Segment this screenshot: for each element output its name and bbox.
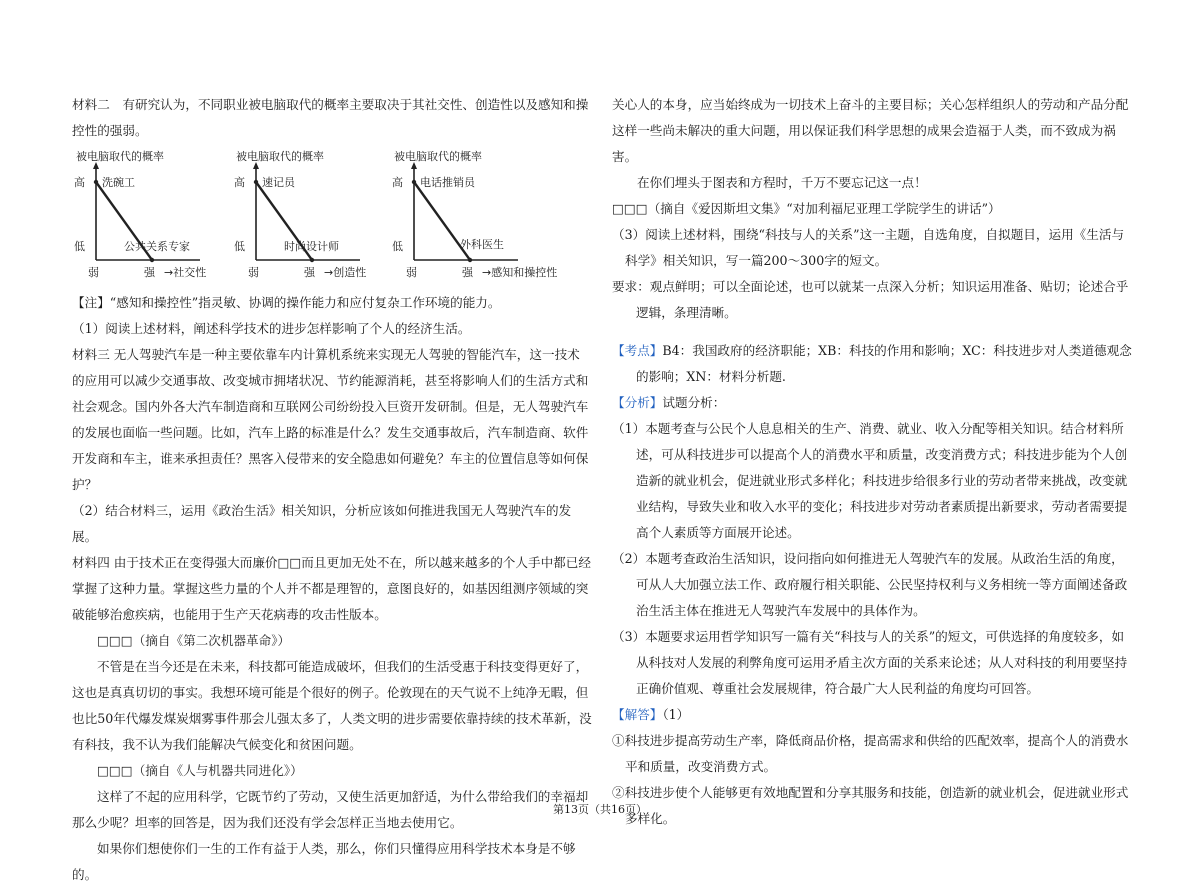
high-label: 高 bbox=[392, 176, 403, 189]
weak-label: 弱 bbox=[88, 266, 99, 279]
y-axis-label: 被电脑取代的概率 bbox=[76, 150, 164, 163]
low-point bbox=[310, 258, 314, 262]
y-axis-label: 被电脑取代的概率 bbox=[394, 150, 482, 163]
chart-svg bbox=[72, 150, 252, 282]
chart-svg bbox=[390, 150, 570, 282]
paragraph-two: 这样了不起的应用科学，它既节约了劳动，又使生活更加舒适，为什么带给我们的幸福却那么少呢？坦率的回答是，因为我们还没有学会怎样正当地去使用它。 bbox=[72, 789, 589, 830]
x-axis-label: →社交性 bbox=[164, 266, 207, 279]
strong-label: 强 bbox=[462, 266, 473, 279]
left-column bbox=[72, 92, 592, 888]
right-paragraph-one: 关心人的本身，应当始终成为一切技术上奋斗的主要目标；关心怎样组织人的劳动和产品分配这样一些尚未解决的重大问题，用以保证我们科学思想的成果会造福于人类，而不致成为祸害。 bbox=[612, 97, 1129, 164]
chart-svg bbox=[232, 150, 412, 282]
right-paragraph-two: 在你们埋头于图表和方程时，千万不要忘记这一点！ bbox=[637, 175, 927, 190]
low-job-label: 时尚设计师 bbox=[284, 240, 339, 253]
source-one: □□□（摘自《第二次机器革命》） bbox=[97, 633, 291, 648]
requirements: 要求：观点鲜明；可以全面论述，也可以就某一点深入分析；知识运用准备、贴切；论述合乎逻辑，条理清晰。 bbox=[612, 279, 1129, 320]
low-label: 低 bbox=[74, 240, 85, 253]
analysis-two: （2）本题考查政治生活知识，设问指向如何推进无人驾驶汽车的发展。从政治生活的角度，可从人大加强立法工作、政府履行相关职能、公民坚持权利与义务相统一等方面阐述备政治生活主体在推进无人驾驶汽车发展中的具体作为。 bbox=[612, 551, 1128, 618]
charts-row bbox=[72, 150, 592, 286]
high-job-label: 电话推销员 bbox=[420, 176, 475, 189]
weak-label: 弱 bbox=[248, 266, 259, 279]
low-point bbox=[150, 258, 154, 262]
fenxi bbox=[612, 390, 1132, 416]
chart-creative bbox=[232, 150, 412, 282]
question-3: （3）阅读上述材料，围绕“科技与人的关系”这一主题，自选角度，自拟题目，运用《生活与科学》相关知识，写一篇200～300字的短文。 bbox=[612, 227, 1125, 268]
right-source: □□□（摘自《爱因斯坦文集》“对加利福尼亚理工学院学生的讲话”） bbox=[612, 201, 1001, 216]
high-job-label: 速记员 bbox=[262, 176, 295, 189]
question-1: （1）阅读上述材料，阐述科学技术的进步怎样影响了个人的经济生活。 bbox=[72, 321, 471, 336]
kaodian-text: B4：我国政府的经济职能；XB：科技的作用和影响；XC：科技进步对人类道德观念的影响；XN：材料分析题. bbox=[636, 343, 1132, 384]
high-job-label: 洗碗工 bbox=[102, 176, 135, 189]
note: 【注】“感知和操控性”指灵敏、协调的操作能力和应付复杂工作环境的能力。 bbox=[72, 295, 501, 310]
analysis-one: （1）本题考查与公民个人息息相关的生产、消费、就业、收入分配等相关知识。结合材料所述，可从科技进步可以提高个人的消费水平和质量，改变消费方式；科技进步能为个人创造新的就业机会，促进就业形式多样化；科技进步给很多行业的劳动者带来挑战，改变就业结构，导致失业和收入水平的变化；科技进步对劳动者素质提出新要求，劳动者需要提高个人素质等方面展开论述。 bbox=[612, 421, 1128, 540]
low-point bbox=[468, 258, 472, 262]
right-column bbox=[612, 92, 1132, 832]
solution-one: ①科技进步提高劳动生产率，降低商品价格，提高需求和供给的匹配效率，提高个人的消费水平和质量，改变消费方式。 bbox=[612, 733, 1129, 774]
low-job-label: 公共关系专家 bbox=[124, 240, 190, 253]
strong-label: 强 bbox=[304, 266, 315, 279]
kaodian bbox=[612, 338, 1132, 390]
chart-social bbox=[72, 150, 252, 282]
solution-two: ②科技进步使个人能够更有效地配置和分享其服务和技能，创造新的就业机会，促进就业形式多样化。 bbox=[612, 785, 1129, 826]
page-footer: 第13页（共16页） bbox=[553, 803, 647, 816]
paragraph-three: 如果你们想使你们一生的工作有益于人类，那么，你们只懂得应用科学技术本身是不够的。 bbox=[72, 841, 576, 882]
jieda bbox=[612, 702, 1132, 728]
y-axis-arrow bbox=[93, 162, 99, 169]
question-2: （2）结合材料三，运用《政治生活》相关知识，分析应该如何推进我国无人驾驶汽车的发展。 bbox=[72, 503, 572, 544]
strong-label: 强 bbox=[144, 266, 155, 279]
high-point bbox=[254, 180, 258, 184]
y-axis-arrow bbox=[253, 162, 259, 169]
paragraph-one: 不管是在当今还是在未来，科技都可能造成破坏，但我们的生活受惠于科技变得更好了，这也是真真切切的事实。我想环境可能是个很好的例子。伦敦现在的天气说不上纯净无暇，但也比50年代爆发煤炭烟雾事件那会儿强太多了，人类文明的进步需要依靠持续的技术革新，没有科技，我不认为我们能解决气候变化和贫困问题。 bbox=[72, 659, 592, 752]
source-two: □□□（摘自《人与机器共同进化》） bbox=[97, 763, 303, 778]
low-label: 低 bbox=[234, 240, 245, 253]
x-axis-label: →感知和操控性 bbox=[482, 266, 558, 279]
high-point bbox=[412, 180, 416, 184]
material-two-intro: 材料二 有研究认为，不同职业被电脑取代的概率主要取决于其社交性、创造性以及感知和操控性的强弱。 bbox=[72, 97, 589, 138]
kaodian-tag: 【考点】 bbox=[612, 343, 663, 358]
weak-label: 弱 bbox=[406, 266, 417, 279]
fenxi-text: 试题分析： bbox=[662, 395, 726, 410]
y-axis-arrow bbox=[411, 162, 417, 169]
material-three: 材料三 无人驾驶汽车是一种主要依靠车内计算机系统来实现无人驾驶的智能汽车，这一技术的应用可以减少交通事故、改变城市拥堵状况、节约能源消耗，甚至将影响人们的生活方式和社会观念。国内外各大汽车制造商和互联网公司纷纷投入巨资开发研制。但是，无人驾驶汽车的发展也面临一些问题。比如，汽车上路的标准是什么？发生交通事故后，汽车制造商、软件开发商和车主，谁来承担责任？黑客入侵带来的安全隐患如何避免？车主的位置信息等如何保护？ bbox=[72, 347, 589, 492]
high-label: 高 bbox=[234, 176, 245, 189]
high-label: 高 bbox=[74, 176, 85, 189]
jieda-text: （1） bbox=[662, 707, 690, 722]
chart-perception bbox=[390, 150, 570, 282]
material-four: 材料四 由于技术正在变得强大而廉价□□而且更加无处不在，所以越来越多的个人手中都已经掌握了这种力量。掌握这些力量的个人并不都是理智的，意图良好的，如基因组测序领域的突破能够治愈疾病，也能用于生产天花病毒的攻击性版本。 bbox=[72, 555, 591, 622]
x-axis-label: →创造性 bbox=[324, 266, 367, 279]
high-point bbox=[94, 180, 98, 184]
jieda-tag: 【解答】 bbox=[612, 707, 663, 722]
analysis-three: （3）本题要求运用哲学知识写一篇有关“科技与人的关系”的短文，可供选择的角度较多，如从科技对人发展的利弊角度可运用矛盾主次方面的关系来论述；从人对科技的利用要坚持正确价值观、尊重社会发展规律，符合最广大人民利益的角度均可回答。 bbox=[612, 629, 1128, 696]
y-axis-label: 被电脑取代的概率 bbox=[236, 150, 324, 163]
low-job-label: 外科医生 bbox=[460, 238, 504, 251]
fenxi-tag: 【分析】 bbox=[612, 395, 663, 410]
low-label: 低 bbox=[392, 240, 403, 253]
